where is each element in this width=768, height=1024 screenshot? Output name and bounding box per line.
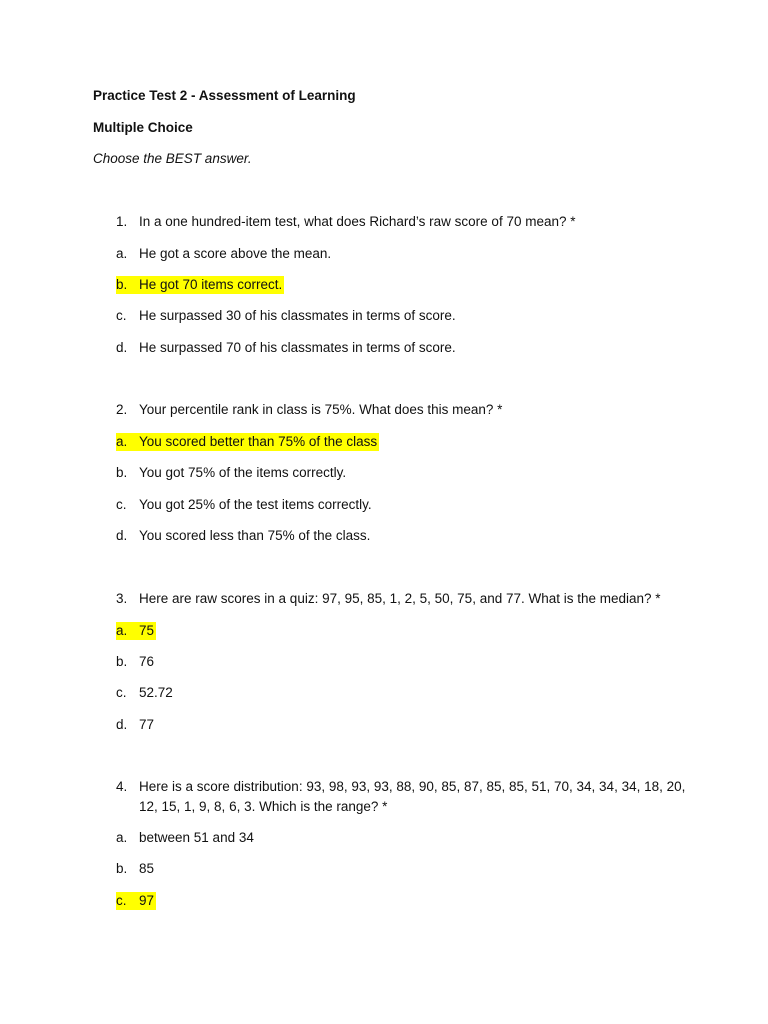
- q2-option-b: [116, 464, 346, 482]
- question-text: Your percentile rank in class is 75%. What does this mean? *: [139, 402, 503, 417]
- q4-option-a: [116, 829, 254, 847]
- question-1: [116, 212, 696, 232]
- question-4: [116, 777, 696, 817]
- option-text: You got 75% of the items correctly.: [139, 465, 347, 480]
- option-letter: c.: [116, 893, 127, 908]
- option-letter: b.: [116, 861, 128, 876]
- option-text: 97: [139, 893, 155, 908]
- option-letter: c.: [116, 685, 127, 700]
- option-text: 85: [139, 861, 155, 876]
- question-text: Here are raw scores in a quiz: 97, 95, 85, 1, 2, 5, 50, 75, and 77. What is the median? *: [139, 591, 661, 606]
- option-text: 52.72: [139, 685, 173, 700]
- q3-option-a-correct: [116, 622, 156, 640]
- question-number: 3.: [116, 591, 128, 606]
- option-text: He got a score above the mean.: [139, 246, 332, 261]
- q1-option-b-correct: [116, 276, 284, 294]
- option-letter: a.: [116, 246, 128, 261]
- question-number: 1.: [116, 214, 128, 229]
- q3-option-d: [116, 716, 154, 734]
- option-letter: c.: [116, 308, 127, 323]
- option-text: You scored better than 75% of the class: [139, 434, 378, 449]
- q2-option-d: [116, 527, 370, 545]
- option-letter: d.: [116, 340, 128, 355]
- q4-option-c-correct: [116, 892, 156, 910]
- option-letter: a.: [116, 623, 128, 638]
- option-text: 75: [139, 623, 155, 638]
- option-letter: a.: [116, 434, 128, 449]
- instruction-text: Choose the BEST answer.: [93, 151, 252, 166]
- question-number: 2.: [116, 402, 128, 417]
- option-text: He got 70 items correct.: [139, 277, 283, 292]
- option-letter: a.: [116, 830, 128, 845]
- option-text: He surpassed 70 of his classmates in terms of score.: [139, 340, 456, 355]
- question-text: Here is a score distribution: 93, 98, 93, 93, 88, 90, 85, 87, 85, 85, 51, 70, 34, 34, 34, 18, 20, 12, 15, 1, 9, 8, 6, 3. Which is the range? *: [139, 779, 686, 814]
- q3-option-b: [116, 653, 154, 671]
- question-2: [116, 400, 696, 420]
- option-text: You got 25% of the test items correctly.: [139, 497, 372, 512]
- q3-option-c: [116, 684, 173, 702]
- q2-option-c: [116, 496, 372, 514]
- option-letter: c.: [116, 497, 127, 512]
- q4-option-b: [116, 860, 154, 878]
- option-letter: d.: [116, 717, 128, 732]
- option-text: You scored less than 75% of the class.: [139, 528, 371, 543]
- question-3: [116, 589, 696, 609]
- question-text: In a one hundred-item test, what does Richard’s raw score of 70 mean? *: [139, 214, 576, 229]
- option-text: 77: [139, 717, 155, 732]
- q2-option-a-correct: [116, 433, 379, 451]
- option-text: 76: [139, 654, 155, 669]
- option-letter: b.: [116, 277, 128, 292]
- document-title: Practice Test 2 - Assessment of Learning: [93, 88, 356, 103]
- q1-option-a: [116, 245, 331, 263]
- option-letter: b.: [116, 654, 128, 669]
- section-heading: Multiple Choice: [93, 120, 193, 135]
- option-letter: d.: [116, 528, 128, 543]
- option-text: between 51 and 34: [139, 830, 254, 845]
- q1-option-c: [116, 307, 456, 325]
- question-number: 4.: [116, 779, 128, 794]
- option-text: He surpassed 30 of his classmates in terms of score.: [139, 308, 456, 323]
- option-letter: b.: [116, 465, 128, 480]
- q1-option-d: [116, 339, 456, 357]
